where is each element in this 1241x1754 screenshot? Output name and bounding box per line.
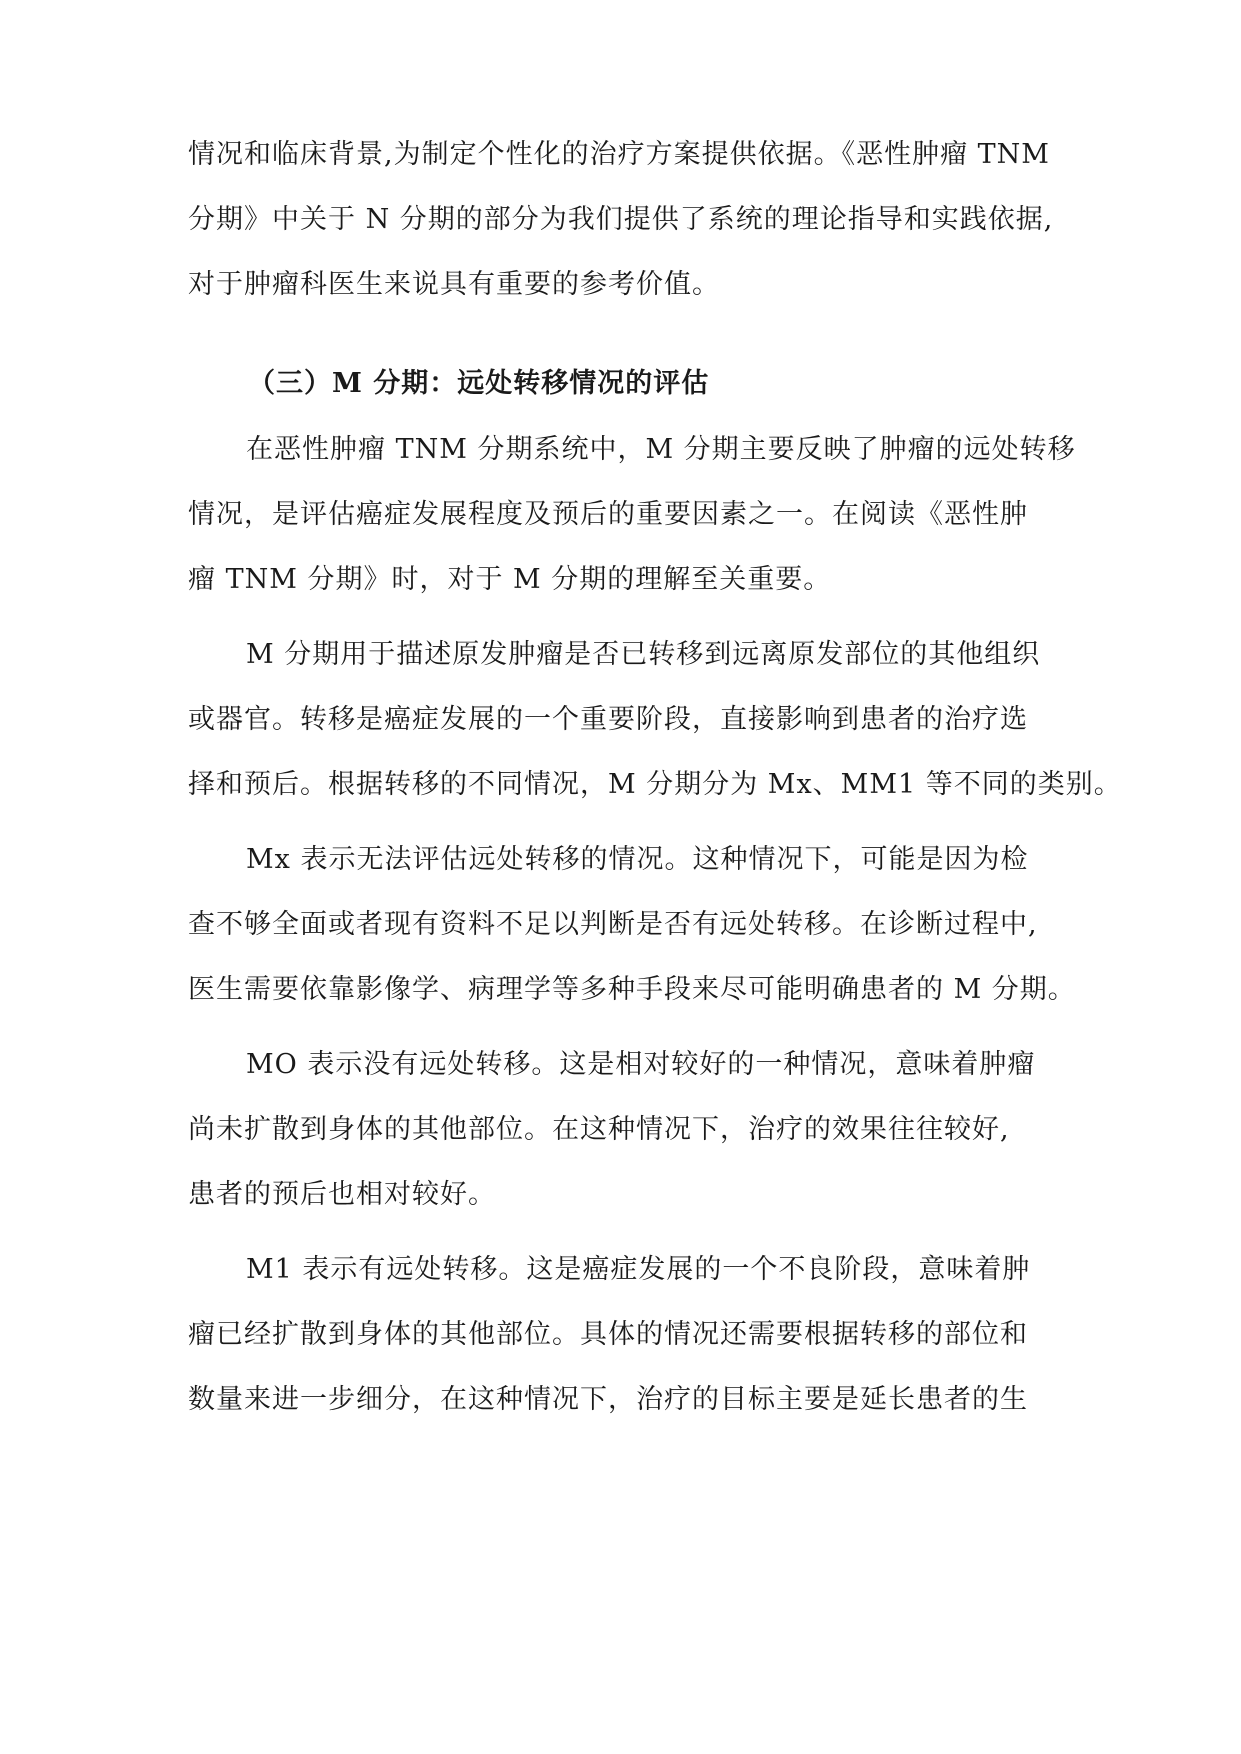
- paragraph-line: 分期》中关于 N 分期的部分为我们提供了系统的理论指导和实践依据,: [188, 204, 1054, 235]
- paragraph-line: 尚未扩散到身体的其他部位。在这种情况下，治疗的效果往往较好,: [188, 1114, 1010, 1145]
- paragraph-line: 对于肿瘤科医生来说具有重要的参考价值。: [188, 269, 720, 300]
- paragraph-line: 择和预后。根据转移的不同情况，M 分期分为 Mx、MM1 等不同的类别。: [188, 769, 1122, 800]
- paragraph-line: M 分期用于描述原发肿瘤是否已转移到远离原发部位的其他组织: [246, 639, 1041, 670]
- paragraph-line: 患者的预后也相对较好。: [188, 1179, 496, 1210]
- paragraph-line: 查不够全面或者现有资料不足以判断是否有远处转移。在诊断过程中,: [188, 909, 1038, 940]
- paragraph-line: 瘤 TNM 分期》时，对于 M 分期的理解至关重要。: [188, 564, 832, 595]
- paragraph-line: 在恶性肿瘤 TNM 分期系统中，M 分期主要反映了肿瘤的远处转移: [246, 434, 1076, 465]
- paragraph-line: M1 表示有远处转移。这是癌症发展的一个不良阶段，意味着肿: [246, 1254, 1031, 1285]
- paragraph-line: MO 表示没有远处转移。这是相对较好的一种情况，意味着肿瘤: [246, 1049, 1036, 1080]
- paragraph-line: Mx 表示无法评估远处转移的情况。这种情况下，可能是因为检: [246, 844, 1029, 875]
- section-heading: （三）M 分期：远处转移情况的评估: [248, 368, 710, 399]
- paragraph-line: 数量来进一步细分，在这种情况下，治疗的目标主要是延长患者的生: [188, 1384, 1028, 1415]
- paragraph-line: 医生需要依靠影像学、病理学等多种手段来尽可能明确患者的 M 分期。: [188, 974, 1076, 1005]
- paragraph-line: 情况和临床背景,为制定个性化的治疗方案提供依据。《恶性肿瘤 TNM: [188, 139, 1050, 170]
- paragraph-line: 情况，是评估癌症发展程度及预后的重要因素之一。在阅读《恶性肿: [188, 499, 1028, 530]
- paragraph-line: 或器官。转移是癌症发展的一个重要阶段，直接影响到患者的治疗选: [188, 704, 1028, 735]
- paragraph-line: 瘤已经扩散到身体的其他部位。具体的情况还需要根据转移的部位和: [188, 1319, 1028, 1350]
